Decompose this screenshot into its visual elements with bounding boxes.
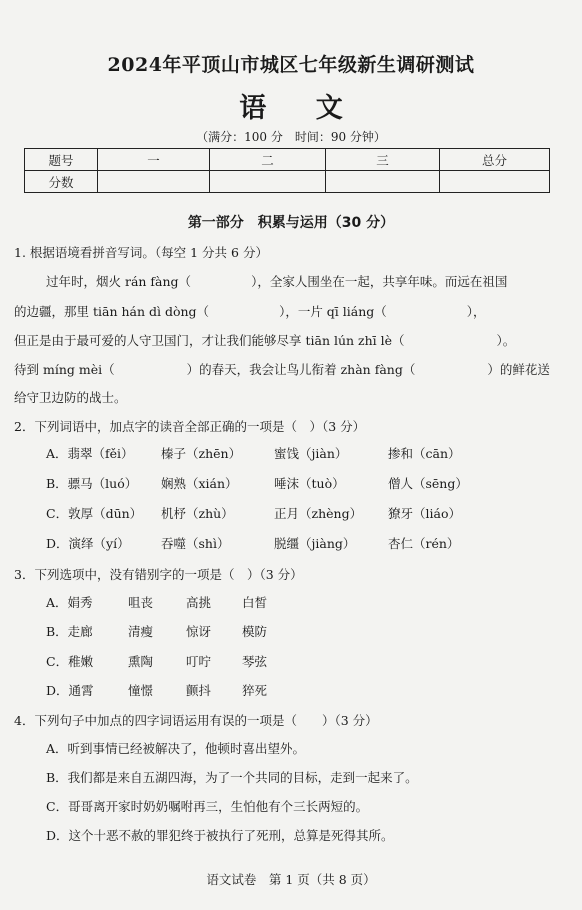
q1-text: ）的春天，我会让鸟儿衔着 zhàn fàng（ <box>186 362 416 377</box>
score-table-score-row <box>25 171 550 193</box>
score-table-cell <box>98 171 210 193</box>
q1-line <box>46 272 507 290</box>
score-table-header-row <box>25 149 550 171</box>
score-table-cell <box>440 171 550 193</box>
option-item: A．听到事情已经被解决了，他顿时喜出望外。 <box>46 741 306 756</box>
option-item: C．哥哥离开家时奶奶嘱咐再三，生怕他有个三长两短的。 <box>46 799 369 814</box>
option-item: 獠牙（liáo） <box>388 506 461 521</box>
score-table-cell: 总分 <box>440 149 550 171</box>
section-title: 第一部分 积累与运用（30 分） <box>187 215 395 231</box>
option-item: 正月（zhèng） <box>274 506 363 521</box>
option-item: 惊讶 <box>186 624 212 639</box>
option-item: A．娟秀 <box>46 595 93 610</box>
q1-text: ）。 <box>496 333 516 348</box>
q1-line <box>14 331 515 349</box>
q1-line <box>14 360 550 378</box>
option-item: 娴熟（xián） <box>161 476 238 491</box>
option-item: 咀丧 <box>128 595 154 610</box>
option-item: 杏仁（rén） <box>388 536 460 551</box>
option-item: B．我们都是来自五湖四海，为了一个共同的目标，走到一起来了。 <box>46 770 418 785</box>
subject-title: 语 文 <box>239 93 363 124</box>
q1-text: ），全家人围坐在一起，共享年味。而远在祖国 <box>251 274 508 289</box>
option-item: 熏陶 <box>128 654 154 669</box>
option-item: C．稚嫩 <box>46 654 94 669</box>
option-item: 白皙 <box>242 595 268 610</box>
page-footer: 语文试卷 第 1 页（共 8 页） <box>206 872 376 887</box>
option-item: B．走廊 <box>46 624 93 639</box>
option-item: 高挑 <box>186 595 212 610</box>
option-item: 蜜饯（jiàn） <box>274 446 348 461</box>
score-table-cell: 三 <box>326 149 440 171</box>
option-item: D．这个十恶不赦的罪犯终于被执行了死刑，总算是死得其所。 <box>46 828 394 843</box>
question-stem: 3．下列选项中，没有错别字的一项是（ ）（3 分） <box>14 567 303 582</box>
option-item: 颤抖 <box>186 683 212 698</box>
score-table-cell: 二 <box>210 149 326 171</box>
q1-text: 过年时，烟火 rán fàng（ <box>46 274 192 289</box>
option-item: 琴弦 <box>242 654 268 669</box>
option-item: C．敦厚（dūn） <box>46 506 143 521</box>
exam-title: 2024年平顶山市城区七年级新生调研测试 <box>107 54 475 76</box>
q1-line <box>14 302 486 320</box>
score-table <box>24 148 550 193</box>
option-item: 清瘦 <box>128 624 154 639</box>
question-stem: 4．下列句子中加点的四字词语运用有误的一项是（ ）（3 分） <box>14 713 378 728</box>
score-table-cell <box>326 171 440 193</box>
option-item: 榛子（zhēn） <box>161 446 242 461</box>
score-table-cell: 一 <box>98 149 210 171</box>
q1-text: 的边疆，那里 tiān hán dì dòng（ <box>14 304 210 319</box>
option-item: 叮咛 <box>186 654 212 669</box>
q1-text: ）， <box>466 304 486 319</box>
option-item: D．通霄 <box>46 683 94 698</box>
q1-line: 给守卫边防的战士。 <box>14 390 127 405</box>
option-item: 模防 <box>242 624 268 639</box>
option-item: 掺和（cān） <box>388 446 461 461</box>
q1-text: 待到 míng mèi（ <box>14 362 115 377</box>
score-table-cell: 分数 <box>25 171 98 193</box>
option-item: 憧憬 <box>128 683 154 698</box>
option-item: A．翡翠（fěi） <box>46 446 134 461</box>
score-table-cell <box>210 171 326 193</box>
option-item: 吞噬（shì） <box>161 536 230 551</box>
option-item: 猝死 <box>242 683 268 698</box>
option-item: 僧人（sēng） <box>388 476 468 491</box>
exam-info: （满分：100 分 时间：90 分钟） <box>196 130 386 144</box>
option-item: 机杼（zhù） <box>161 506 234 521</box>
q1-text: 但正是由于最可爱的人守卫国门，才让我们能够尽享 tiān lún zhī lè（ <box>14 333 405 348</box>
option-item: 脱缰（jiàng） <box>274 536 356 551</box>
question-stem: 1. 根据语境看拼音写词。（每空 1 分共 6 分） <box>14 245 268 260</box>
q1-text: ），一片 qī liáng（ <box>279 304 387 319</box>
option-item: 唾沫（tuò） <box>274 476 345 491</box>
option-item: D．演绎（yí） <box>46 536 130 551</box>
option-item: B．骠马（luó） <box>46 476 138 491</box>
question-stem: 2．下列词语中，加点字的读音全部正确的一项是（ ）（3 分） <box>14 419 366 434</box>
score-table-cell: 题号 <box>25 149 98 171</box>
q1-text: ）的鲜花送 <box>487 362 550 377</box>
